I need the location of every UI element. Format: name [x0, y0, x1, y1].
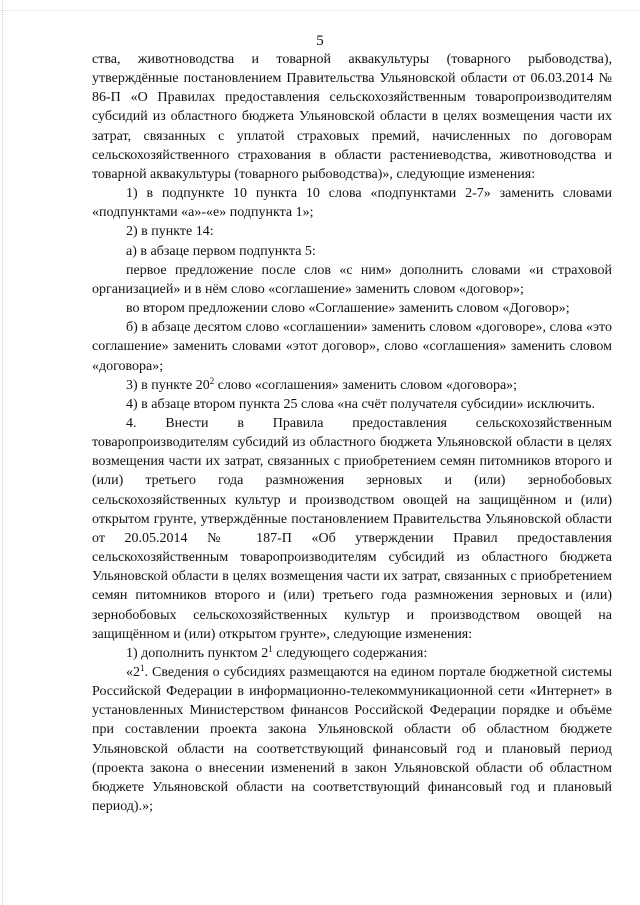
superscript: 2 — [209, 375, 215, 386]
paragraph-text: во втором предложении слово «Соглашение» заменить словом «Договор»; — [126, 301, 570, 317]
paragraph — [92, 299, 612, 318]
scan-artifact-top — [0, 10, 640, 12]
paragraph — [92, 242, 612, 261]
superscript: 1 — [140, 663, 145, 673]
paragraph-text: 4. Внести в Правила предоставления сельскохозяйственным товаропроизводителям субсидий из областного бюджета Ульяновской области в целях возмещения части их затрат, связанных с приобретением семян питомников второго и (или) третьего года размножения зерновых и (или) зернобобовых сельскохозяйственных культур и производством овощей на защищённом и (или) открытом грунте, утверждённые постановлением Правительства Ульяновской области от 20.05.2014 № 187-П «Об утверждении Правил предоставления сельскохозяйственным товаропроизводителям субсидий из областного бюджета Ульяновской области в целях возмещения части их затрат, связанных с приобретением семян питомников второго и (или) третьего года размножения зерновых и (или) зернобобовых сельскохозяйственных культур и производством овощей на защищённом и (или) открытом грунте», следующие изменения: — [92, 415, 612, 642]
paragraph-text: 3) в пункте 20 — [126, 377, 210, 393]
paragraph — [92, 376, 612, 395]
paragraph-text: первое предложение после слов «с ним» дополнить словами «и страховой организацией» и в нём слово «соглашение» заменить словом «договор»; — [92, 262, 612, 297]
paragraph-text: 2) в пункте 14: — [126, 224, 214, 240]
paragraph — [92, 318, 612, 375]
paragraph-text: . Сведения о субсидиях размещаются на едином портале бюджетной системы Российской Федерации в информационно-телекоммуникационной сети «Интернет» в установленных Министерством финансов Российской Федерации порядке и объёме при составлении проекта закона Ульяновской области об областном бюджете Ульяновской области на соответствующий финансовый год и плановый период (проекта закона о внесении изменений в закон Ульяновской области об областном бюджете Ульяновской области на соответствующий финансовый год и плановый период).»; — [92, 665, 612, 815]
paragraph-text: 1) дополнить пунктом 2 — [126, 645, 269, 661]
page-number: 5 — [316, 33, 324, 49]
paragraph — [92, 663, 612, 816]
paragraph — [92, 222, 612, 241]
superscript: 1 — [268, 643, 273, 654]
document-body — [92, 50, 612, 816]
paragraph-text: 1) в подпункте 10 пункта 10 слова «подпунктами 2-7» заменить словами «подпунктами «а»-«е» подпункта 1»; — [92, 186, 612, 221]
paragraph — [92, 395, 612, 414]
paragraph-text: 4) в абзаце втором пункта 25 слова «на счёт получателя субсидии» исключить. — [126, 396, 595, 412]
paragraph — [92, 261, 612, 299]
paragraph-text: следующего содержания: — [272, 645, 428, 661]
scan-artifact-edge — [2, 0, 17, 905]
paragraph-text: а) в абзаце первом подпункта 5: — [126, 243, 316, 259]
paragraph-text: ства, животноводства и товарной аквакультуры (товарного рыбоводства), утверждённые постановлением Правительства Ульяновской области от 06.03.2014 № 86-П «О Правилах предоставления сельскохозяйственным товаропроизводителям субсидий из областного бюджета Ульяновской области в целях возмещения части их затрат, связанных с уплатой страховых премий, начисленных по договорам сельскохозяйственного страхования в области растениеводства, животноводства и товарной аквакультуры (товарного рыбоводства)», следующие изменения: — [92, 52, 612, 182]
paragraph — [92, 644, 612, 663]
paragraph-text: «2 — [126, 665, 140, 680]
paragraph — [92, 414, 612, 644]
paragraph — [92, 50, 612, 184]
paragraph-text: б) в абзаце десятом слово «соглашении» заменить словом «договоре», слова «это соглашение» заменить словами «этот договор», слово «соглашения» заменить словом «договора»; — [92, 320, 612, 374]
paragraph-text: слово «соглашения» заменить словом «договора»; — [214, 377, 518, 393]
paragraph — [92, 184, 612, 222]
